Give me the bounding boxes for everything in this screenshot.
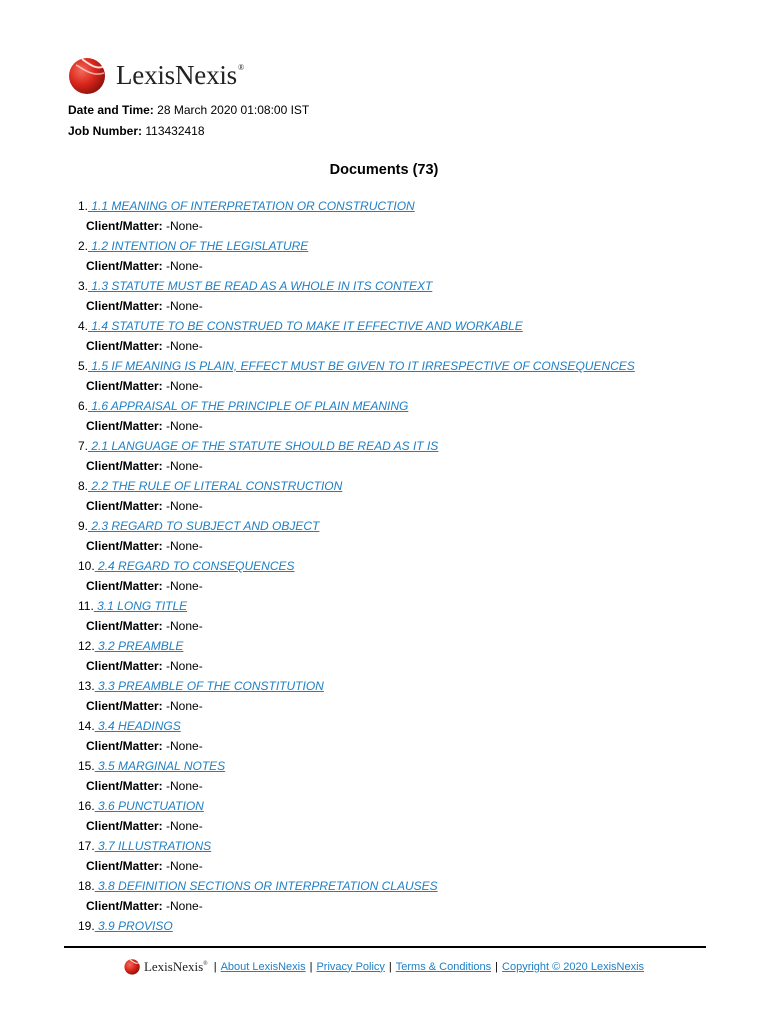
client-matter-label: Client/Matter: xyxy=(86,299,163,313)
document-item xyxy=(78,477,718,497)
footer-separator: | xyxy=(213,960,217,973)
document-number: 12. xyxy=(78,639,95,653)
footer-separator: | xyxy=(388,960,392,973)
document-item xyxy=(78,397,718,417)
client-matter-value: -None- xyxy=(162,579,203,593)
client-matter-value: -None- xyxy=(162,619,203,633)
document-title-link[interactable]: 1.2 INTENTION OF THE LEGISLATURE xyxy=(88,239,309,253)
date-time-label: Date and Time: xyxy=(68,103,154,117)
client-matter-label: Client/Matter: xyxy=(86,819,163,833)
documents-heading: Documents (73) xyxy=(329,162,439,178)
document-item xyxy=(78,637,718,657)
client-matter-label: Client/Matter: xyxy=(86,779,163,793)
client-matter-value: -None- xyxy=(162,499,203,513)
client-matter-value: -None- xyxy=(162,699,203,713)
document-item xyxy=(78,277,718,297)
document-item xyxy=(78,197,718,217)
footer-separator: | xyxy=(495,960,499,973)
client-matter-value: -None- xyxy=(162,299,203,313)
page-footer xyxy=(0,958,768,975)
document-number: 15. xyxy=(78,759,95,773)
document-item xyxy=(78,237,718,257)
client-matter-row xyxy=(78,817,718,837)
footer-divider xyxy=(64,946,706,948)
client-matter-value: -None- xyxy=(162,779,203,793)
client-matter-row xyxy=(78,857,718,877)
document-number: 11. xyxy=(78,599,94,613)
client-matter-row xyxy=(78,217,718,237)
document-item xyxy=(78,717,718,737)
document-title-link[interactable]: 1.3 STATUTE MUST BE READ AS A WHOLE IN ITS CONTEXT xyxy=(88,279,433,293)
document-number: 14. xyxy=(78,719,95,733)
footer-link[interactable]: Privacy Policy xyxy=(316,960,385,973)
client-matter-label: Client/Matter: xyxy=(86,459,163,473)
brand-name: LexisNexis® xyxy=(116,59,244,90)
document-title-link[interactable]: 3.5 MARGINAL NOTES xyxy=(94,759,226,773)
client-matter-label: Client/Matter: xyxy=(86,339,163,353)
client-matter-row xyxy=(78,577,718,597)
client-matter-value: -None- xyxy=(162,739,203,753)
document-title-link[interactable]: 2.2 THE RULE OF LITERAL CONSTRUCTION xyxy=(88,479,343,493)
client-matter-label: Client/Matter: xyxy=(86,659,163,673)
client-matter-row xyxy=(78,257,718,277)
client-matter-label: Client/Matter: xyxy=(86,859,163,873)
document-item xyxy=(78,797,718,817)
client-matter-value: -None- xyxy=(162,419,203,433)
document-number: 9. xyxy=(78,519,89,533)
client-matter-value: -None- xyxy=(162,819,203,833)
document-item xyxy=(78,517,718,537)
client-matter-label: Client/Matter: xyxy=(86,699,163,713)
job-number-row xyxy=(68,121,309,142)
job-number-label: Job Number: xyxy=(68,124,143,138)
footer-brand-logo xyxy=(124,958,208,975)
document-title-link[interactable]: 3.4 HEADINGS xyxy=(94,719,181,733)
document-title-link[interactable]: 3.3 PREAMBLE OF THE CONSTITUTION xyxy=(94,679,324,693)
document-title-link[interactable]: 1.5 IF MEANING IS PLAIN, EFFECT MUST BE GIVEN TO IT IRRESPECTIVE OF CONSEQUENCES xyxy=(88,359,635,373)
document-number: 5. xyxy=(78,359,89,373)
client-matter-row xyxy=(78,897,718,917)
document-title-link[interactable]: 3.2 PREAMBLE xyxy=(94,639,184,653)
client-matter-row xyxy=(78,417,718,437)
job-meta xyxy=(68,100,309,142)
document-number: 10. xyxy=(78,559,95,573)
document-header xyxy=(68,52,309,142)
document-item xyxy=(78,317,718,337)
client-matter-row xyxy=(78,777,718,797)
client-matter-label: Client/Matter: xyxy=(86,579,163,593)
client-matter-label: Client/Matter: xyxy=(86,539,163,553)
brand-logo xyxy=(68,52,309,98)
client-matter-label: Client/Matter: xyxy=(86,219,163,233)
document-item xyxy=(78,597,718,617)
document-title-link[interactable]: 3.7 ILLUSTRATIONS xyxy=(94,839,212,853)
document-title-link[interactable]: 2.1 LANGUAGE OF THE STATUTE SHOULD BE READ AS IT IS xyxy=(88,439,439,453)
document-title-link[interactable]: 2.4 REGARD TO CONSEQUENCES xyxy=(94,559,295,573)
document-title-link[interactable]: 1.1 MEANING OF INTERPRETATION OR CONSTRUCTION xyxy=(88,199,415,213)
document-item xyxy=(78,437,718,457)
document-title-link[interactable]: 1.6 APPRAISAL OF THE PRINCIPLE OF PLAIN MEANING xyxy=(88,399,409,413)
client-matter-value: -None- xyxy=(162,379,203,393)
client-matter-value: -None- xyxy=(162,459,203,473)
document-item xyxy=(78,677,718,697)
client-matter-row xyxy=(78,337,718,357)
lexisnexis-logo-icon xyxy=(124,958,141,975)
footer-separator: | xyxy=(309,960,313,973)
footer-link[interactable]: Copyright © 2020 LexisNexis xyxy=(502,960,645,973)
document-number: 16. xyxy=(78,799,95,813)
client-matter-value: -None- xyxy=(162,899,203,913)
client-matter-row xyxy=(78,697,718,717)
lexisnexis-logo-icon xyxy=(68,55,108,95)
client-matter-row xyxy=(78,737,718,757)
footer-link[interactable]: Terms & Conditions xyxy=(395,960,492,973)
document-item xyxy=(78,757,718,777)
client-matter-row xyxy=(78,657,718,677)
client-matter-label: Client/Matter: xyxy=(86,259,163,273)
client-matter-row xyxy=(78,617,718,637)
document-title-link[interactable]: 2.3 REGARD TO SUBJECT AND OBJECT xyxy=(88,519,320,533)
date-time-value: 28 March 2020 01:08:00 IST xyxy=(157,103,310,117)
document-title-link[interactable]: 3.8 DEFINITION SECTIONS OR INTERPRETATION CLAUSES xyxy=(94,879,438,893)
document-title-link[interactable]: 1.4 STATUTE TO BE CONSTRUED TO MAKE IT EFFECTIVE AND WORKABLE xyxy=(88,319,523,333)
document-item xyxy=(78,917,718,937)
document-item xyxy=(78,557,718,577)
client-matter-value: -None- xyxy=(162,339,203,353)
client-matter-row xyxy=(78,377,718,397)
client-matter-value: -None- xyxy=(162,259,203,273)
date-time-row xyxy=(68,100,309,121)
client-matter-label: Client/Matter: xyxy=(86,379,163,393)
footer-link[interactable]: About LexisNexis xyxy=(220,960,306,973)
document-number: 18. xyxy=(78,879,95,893)
client-matter-row xyxy=(78,457,718,477)
client-matter-value: -None- xyxy=(162,539,203,553)
client-matter-value: -None- xyxy=(162,659,203,673)
document-title-link[interactable]: 3.1 LONG TITLE xyxy=(93,599,188,613)
document-number: 8. xyxy=(78,479,89,493)
client-matter-label: Client/Matter: xyxy=(86,419,163,433)
document-title-link[interactable]: 3.6 PUNCTUATION xyxy=(94,799,204,813)
document-number: 6. xyxy=(78,399,89,413)
document-number: 3. xyxy=(78,279,89,293)
document-item xyxy=(78,877,718,897)
document-number: 2. xyxy=(78,239,89,253)
client-matter-label: Client/Matter: xyxy=(86,739,163,753)
document-item xyxy=(78,837,718,857)
document-number: 7. xyxy=(78,439,89,453)
client-matter-value: -None- xyxy=(162,219,203,233)
document-number: 1. xyxy=(78,199,89,213)
client-matter-row xyxy=(78,537,718,557)
footer-brand-name: LexisNexis® xyxy=(143,958,208,974)
client-matter-value: -None- xyxy=(162,859,203,873)
client-matter-label: Client/Matter: xyxy=(86,619,163,633)
client-matter-row xyxy=(78,497,718,517)
client-matter-label: Client/Matter: xyxy=(86,499,163,513)
document-number: 19. xyxy=(78,919,95,933)
client-matter-label: Client/Matter: xyxy=(86,899,163,913)
job-number-value: 113432418 xyxy=(145,124,205,138)
document-number: 4. xyxy=(78,319,89,333)
document-number: 13. xyxy=(78,679,95,693)
document-item xyxy=(78,357,718,377)
document-title-link[interactable]: 3.9 PROVISO xyxy=(94,919,173,933)
document-number: 17. xyxy=(78,839,95,853)
document-list xyxy=(78,197,718,937)
client-matter-row xyxy=(78,297,718,317)
